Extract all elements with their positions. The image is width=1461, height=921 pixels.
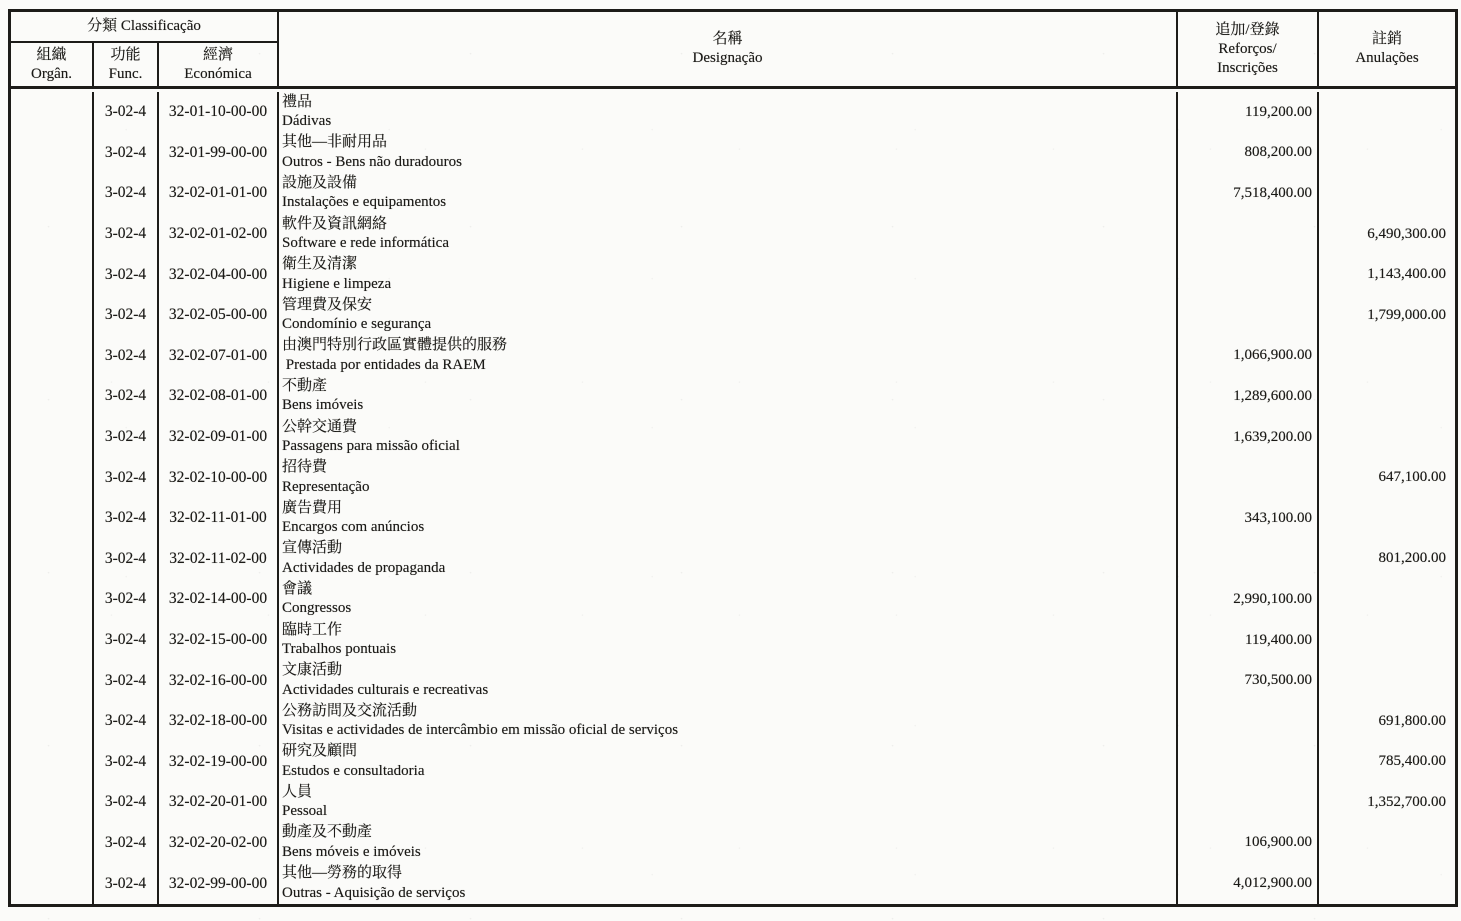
designation-zh: 公幹交通費 [282, 418, 358, 435]
cell-designation [279, 701, 1178, 742]
header-economic-zh: 經濟 [202, 46, 233, 63]
cell-economic-code: 32-01-99-00-00 [159, 133, 279, 174]
designation-zh: 會議 [282, 580, 313, 597]
header-functional-pt: Func. [108, 65, 143, 82]
designation-pt: Higiene e limpeza [282, 275, 392, 292]
cell-functional-code: 3-02-4 [94, 782, 159, 823]
cell-reinforcements-amount: 343,100.00 [1178, 498, 1319, 539]
cell-economic-code: 32-02-19-00-00 [159, 742, 279, 783]
header-cancellations-pt: Anulações [1355, 50, 1419, 66]
designation-zh: 研究及顧問 [282, 743, 358, 760]
cell-reinforcements-amount [1178, 782, 1319, 823]
header-economic-pt: Económica [184, 65, 252, 82]
designation-pt: Representação [282, 478, 370, 495]
cell-cancellations-amount [1319, 173, 1455, 214]
table-row [11, 295, 1455, 336]
cell-functional-code: 3-02-4 [94, 579, 159, 620]
cell-designation [279, 92, 1178, 133]
cell-functional-code: 3-02-4 [94, 336, 159, 377]
designation-pt: Bens móveis e imóveis [282, 843, 421, 860]
cell-economic-code: 32-02-01-01-00 [159, 173, 279, 214]
designation-pt: Trabalhos pontuais [282, 641, 397, 658]
header-designation [279, 12, 1178, 86]
cell-organic-code [11, 417, 94, 458]
cell-cancellations-amount [1319, 863, 1455, 904]
cell-economic-code: 32-02-20-01-00 [159, 782, 279, 823]
table-row [11, 620, 1455, 661]
cell-designation [279, 539, 1178, 580]
cell-reinforcements-amount: 119,200.00 [1178, 92, 1319, 133]
header-functional-zh: 功能 [110, 46, 141, 63]
cell-cancellations-amount: 1,799,000.00 [1367, 306, 1446, 323]
cell-designation [279, 214, 1178, 255]
cell-functional-code: 3-02-4 [94, 92, 159, 133]
cell-functional-code: 3-02-4 [94, 620, 159, 661]
cell-organic-code [11, 660, 94, 701]
cell-economic-code: 32-02-16-00-00 [159, 660, 279, 701]
cell-functional-code: 3-02-4 [94, 742, 159, 783]
cell-organic-code [11, 782, 94, 823]
cell-reinforcements-amount: 808,200.00 [1178, 133, 1319, 174]
cell-cancellations-amount [1319, 823, 1455, 864]
designation-zh: 文康活動 [282, 662, 343, 679]
designation-pt: Dádivas [282, 113, 332, 130]
header-organic [11, 43, 94, 86]
cell-organic-code [11, 254, 94, 295]
designation-zh: 不動產 [282, 377, 328, 394]
cell-functional-code: 3-02-4 [94, 457, 159, 498]
cell-organic-code [11, 173, 94, 214]
cell-cancellations-amount: 801,200.00 [1378, 550, 1446, 567]
cell-cancellations-amount: 785,400.00 [1378, 753, 1446, 770]
designation-zh: 招待費 [282, 459, 328, 476]
cell-reinforcements-amount [1178, 742, 1319, 783]
designation-pt: Outros - Bens não duradouros [282, 153, 462, 170]
cell-organic-code [11, 863, 94, 904]
cell-cancellations-amount: 6,490,300.00 [1367, 225, 1446, 242]
table-row [11, 254, 1455, 295]
cell-designation [279, 660, 1178, 701]
cell-economic-code: 32-01-10-00-00 [159, 92, 279, 133]
cell-economic-code: 32-02-99-00-00 [159, 863, 279, 904]
cell-cancellations-amount [1319, 133, 1455, 174]
cell-economic-code: 32-02-14-00-00 [159, 579, 279, 620]
table-row [11, 498, 1455, 539]
cell-cancellations-amount: 647,100.00 [1378, 469, 1446, 486]
cell-economic-code: 32-02-07-01-00 [159, 336, 279, 377]
cell-economic-code: 32-02-01-02-00 [159, 214, 279, 255]
cell-designation [279, 173, 1178, 214]
cell-functional-code: 3-02-4 [94, 214, 159, 255]
cell-reinforcements-amount: 2,990,100.00 [1178, 579, 1319, 620]
table-row [11, 133, 1455, 174]
header-organic-zh: 組織 [36, 46, 67, 63]
designation-zh: 動產及不動產 [282, 824, 373, 841]
cell-cancellations-amount [1319, 498, 1455, 539]
header-economic [159, 43, 277, 86]
cell-organic-code [11, 214, 94, 255]
cell-functional-code: 3-02-4 [94, 863, 159, 904]
cell-economic-code: 32-02-04-00-00 [159, 254, 279, 295]
table-row [11, 336, 1455, 377]
cell-cancellations-amount [1319, 336, 1455, 377]
designation-zh: 其他—勞務的取得 [282, 865, 403, 882]
cell-reinforcements-amount: 4,012,900.00 [1178, 863, 1319, 904]
cell-economic-code: 32-02-10-00-00 [159, 457, 279, 498]
designation-pt: Passagens para missão oficial [282, 438, 460, 455]
cell-designation [279, 457, 1178, 498]
cell-reinforcements-amount [1178, 539, 1319, 580]
cell-functional-code: 3-02-4 [94, 173, 159, 214]
designation-zh: 管理費及保安 [282, 296, 373, 313]
cell-designation [279, 863, 1178, 904]
cell-functional-code: 3-02-4 [94, 701, 159, 742]
table-row [11, 660, 1455, 701]
cell-economic-code: 32-02-18-00-00 [159, 701, 279, 742]
designation-pt: Estudos e consultadoria [282, 762, 425, 779]
designation-zh: 禮品 [282, 93, 313, 110]
cell-reinforcements-amount: 7,518,400.00 [1178, 173, 1319, 214]
header-classification-label: 分類 Classificação [11, 12, 277, 43]
cell-organic-code [11, 133, 94, 174]
cell-designation [279, 498, 1178, 539]
cell-functional-code: 3-02-4 [94, 823, 159, 864]
cell-organic-code [11, 457, 94, 498]
cell-cancellations-amount [1319, 579, 1455, 620]
table-row [11, 579, 1455, 620]
designation-pt: Congressos [282, 600, 352, 617]
designation-zh: 軟件及資訊網絡 [282, 215, 388, 232]
cell-cancellations-amount: 1,352,700.00 [1367, 793, 1446, 810]
cell-organic-code [11, 92, 94, 133]
cell-reinforcements-amount [1178, 254, 1319, 295]
cell-functional-code: 3-02-4 [94, 254, 159, 295]
cell-reinforcements-amount: 1,066,900.00 [1178, 336, 1319, 377]
cell-functional-code: 3-02-4 [94, 498, 159, 539]
cell-reinforcements-amount: 1,289,600.00 [1178, 376, 1319, 417]
cell-designation [279, 579, 1178, 620]
cell-economic-code: 32-02-11-02-00 [159, 539, 279, 580]
cell-reinforcements-amount: 730,500.00 [1178, 660, 1319, 701]
cell-designation [279, 254, 1178, 295]
designation-pt: Prestada por entidades da RAEM [282, 356, 486, 373]
cell-organic-code [11, 295, 94, 336]
cell-cancellations-amount: 691,800.00 [1378, 712, 1446, 729]
table-row [11, 701, 1455, 742]
budget-table [8, 9, 1458, 907]
cell-cancellations-amount [1319, 660, 1455, 701]
header-reinforcements [1178, 12, 1319, 86]
cell-organic-code [11, 498, 94, 539]
cell-economic-code: 32-02-09-01-00 [159, 417, 279, 458]
designation-pt: Actividades culturais e recreativas [282, 681, 489, 698]
table-row [11, 214, 1455, 255]
cell-economic-code: 32-02-08-01-00 [159, 376, 279, 417]
designation-pt: Instalações e equipamentos [282, 194, 447, 211]
cell-economic-code: 32-02-11-01-00 [159, 498, 279, 539]
cell-reinforcements-amount [1178, 214, 1319, 255]
cell-cancellations-amount: 1,143,400.00 [1367, 266, 1446, 283]
designation-zh: 由澳門特別行政區實體提供的服務 [282, 337, 508, 354]
designation-pt: Software e rede informática [282, 235, 449, 252]
cell-designation [279, 336, 1178, 377]
table-row [11, 863, 1455, 904]
table-row [11, 457, 1455, 498]
cell-organic-code [11, 620, 94, 661]
designation-pt: Bens imóveis [282, 397, 364, 414]
designation-zh: 人員 [282, 783, 313, 800]
designation-zh: 臨時工作 [282, 621, 343, 638]
header-reinforcements-pt2: Inscrições [1217, 59, 1278, 76]
cell-designation [279, 620, 1178, 661]
cell-organic-code [11, 701, 94, 742]
cell-economic-code: 32-02-15-00-00 [159, 620, 279, 661]
cell-functional-code: 3-02-4 [94, 133, 159, 174]
cell-reinforcements-amount: 119,400.00 [1178, 620, 1319, 661]
designation-pt: Encargos com anúncios [282, 519, 425, 536]
designation-zh: 衛生及清潔 [282, 256, 358, 273]
cell-organic-code [11, 742, 94, 783]
cell-economic-code: 32-02-05-00-00 [159, 295, 279, 336]
cell-reinforcements-amount [1178, 457, 1319, 498]
designation-zh: 公務訪問及交流活動 [282, 702, 418, 719]
designation-pt: Visitas e actividades de intercâmbio em missão oficial de serviços [282, 722, 679, 739]
cell-functional-code: 3-02-4 [94, 376, 159, 417]
header-classification-subrow [11, 43, 277, 86]
cell-functional-code: 3-02-4 [94, 417, 159, 458]
header-cancellations [1319, 12, 1455, 86]
cell-functional-code: 3-02-4 [94, 295, 159, 336]
table-body [11, 92, 1455, 904]
table-header [11, 12, 1455, 89]
table-row [11, 92, 1455, 133]
designation-zh: 宣傳活動 [282, 540, 343, 557]
table-row [11, 742, 1455, 783]
cell-cancellations-amount [1319, 620, 1455, 661]
designation-zh: 廣告費用 [282, 499, 343, 516]
cell-reinforcements-amount [1178, 701, 1319, 742]
designation-pt: Condomínio e segurança [282, 316, 432, 333]
cell-cancellations-amount [1319, 417, 1455, 458]
header-functional [94, 43, 159, 86]
cell-functional-code: 3-02-4 [94, 539, 159, 580]
cell-organic-code [11, 823, 94, 864]
designation-pt: Outras - Aquisição de serviços [282, 884, 466, 901]
table-row [11, 823, 1455, 864]
header-designation-zh: 名稱 [712, 31, 743, 47]
cell-designation [279, 782, 1178, 823]
header-cancellations-zh: 註銷 [1371, 31, 1402, 47]
cell-designation [279, 376, 1178, 417]
cell-reinforcements-amount: 106,900.00 [1178, 823, 1319, 864]
cell-organic-code [11, 579, 94, 620]
table-row [11, 376, 1455, 417]
table-row [11, 539, 1455, 580]
header-reinforcements-zh: 追加/登錄 [1215, 21, 1280, 38]
cell-reinforcements-amount [1178, 295, 1319, 336]
header-reinforcements-pt1: Reforços/ [1218, 40, 1277, 57]
designation-zh: 設施及設備 [282, 174, 358, 191]
cell-organic-code [11, 376, 94, 417]
header-organic-pt: Orgân. [31, 65, 72, 82]
cell-designation [279, 295, 1178, 336]
header-designation-pt: Designação [692, 50, 763, 66]
cell-designation [279, 417, 1178, 458]
cell-cancellations-amount [1319, 376, 1455, 417]
cell-designation [279, 823, 1178, 864]
designation-pt: Pessoal [282, 803, 327, 820]
table-row [11, 173, 1455, 214]
cell-organic-code [11, 336, 94, 377]
designation-pt: Actividades de propaganda [282, 559, 446, 576]
cell-designation [279, 133, 1178, 174]
table-row [11, 782, 1455, 823]
cell-designation [279, 742, 1178, 783]
header-classification-group [11, 12, 279, 86]
table-row [11, 417, 1455, 458]
cell-functional-code: 3-02-4 [94, 660, 159, 701]
designation-zh: 其他—非耐用品 [282, 134, 388, 151]
cell-organic-code [11, 539, 94, 580]
cell-cancellations-amount [1319, 92, 1455, 133]
cell-reinforcements-amount: 1,639,200.00 [1178, 417, 1319, 458]
cell-economic-code: 32-02-20-02-00 [159, 823, 279, 864]
